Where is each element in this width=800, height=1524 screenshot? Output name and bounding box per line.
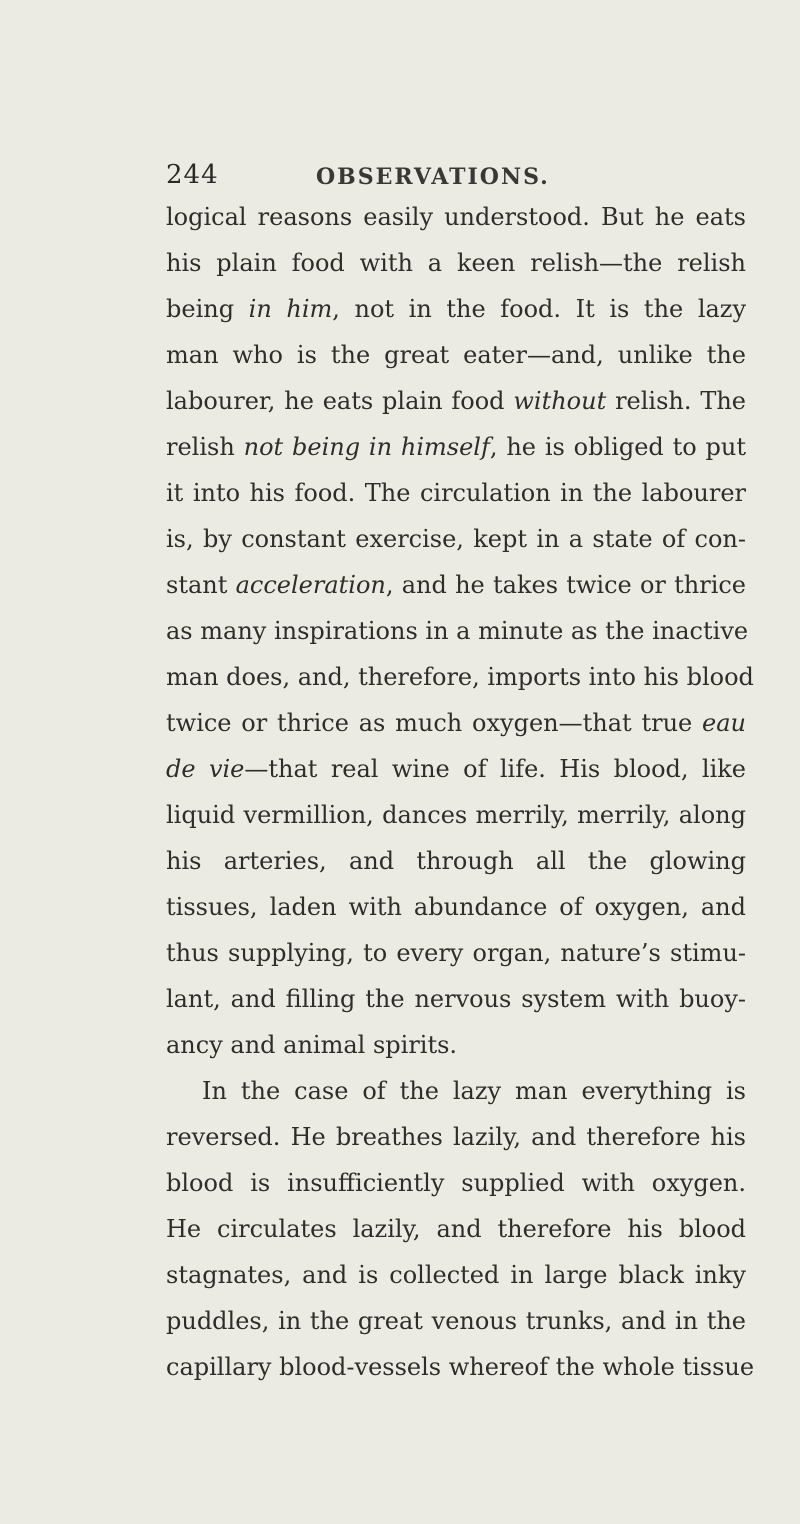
- page-header: [166, 160, 726, 194]
- italic-text: de vie: [166, 755, 245, 783]
- text-line: [166, 654, 754, 700]
- text-segment: tissues, laden with abundance of oxygen, and: [166, 893, 746, 921]
- text-line: [166, 1298, 746, 1344]
- text-segment: puddles, in the great venous trunks, and in the: [166, 1307, 746, 1335]
- text-segment: He circulates lazily, and therefore his blood: [166, 1215, 746, 1243]
- text-segment: labourer, he eats plain food: [166, 387, 514, 415]
- text-segment: his plain food with a keen relish—the relish: [166, 249, 746, 277]
- text-line: [166, 516, 746, 562]
- text-segment: lant, and filling the nervous system with buoy-: [166, 985, 746, 1013]
- text-line: [166, 976, 746, 1022]
- text-line: [166, 1206, 746, 1252]
- text-line: [166, 240, 746, 286]
- text-line: [166, 884, 746, 930]
- text-segment: —that real wine of life. His blood, like: [244, 755, 746, 783]
- text-segment: logical reasons easily understood. But he eats: [166, 203, 746, 231]
- text-segment: man who is the great eater—and, unlike the: [166, 341, 746, 369]
- text-line: [166, 838, 746, 884]
- text-segment: stant: [166, 571, 236, 599]
- text-line: [166, 562, 746, 608]
- text-segment: liquid vermillion, dances merrily, merrily, along: [166, 801, 746, 829]
- text-segment: stagnates, and is collected in large black inky: [166, 1261, 746, 1289]
- text-segment: man does, and, therefore, imports into his blood: [166, 663, 754, 691]
- text-segment: is, by constant exercise, kept in a state of con-: [166, 525, 746, 553]
- text-line: [166, 470, 746, 516]
- running-head: OBSERVATIONS.: [316, 164, 550, 190]
- text-line: [166, 700, 746, 746]
- text-segment: blood is insufficiently supplied with oxygen.: [166, 1169, 746, 1197]
- text-line: [166, 746, 746, 792]
- text-line: [166, 1022, 746, 1068]
- text-line: [166, 1114, 746, 1160]
- text-segment: ancy and animal spirits.: [166, 1031, 458, 1059]
- body-text: [166, 194, 755, 1390]
- text-line: [166, 1252, 746, 1298]
- text-segment: his arteries, and through all the glowing: [166, 847, 746, 875]
- text-segment: capillary blood-vessels whereof the whole tissue: [166, 1353, 755, 1381]
- italic-text: in him: [248, 295, 333, 323]
- text-segment: twice or thrice as much oxygen—that true: [166, 709, 703, 737]
- page-number: 244: [166, 160, 219, 190]
- italic-text: without: [513, 387, 607, 415]
- text-line: [166, 1344, 755, 1390]
- text-line: [166, 378, 746, 424]
- italic-text: not being in himself: [243, 433, 490, 461]
- text-line: [166, 332, 746, 378]
- italic-text: acceleration: [235, 571, 386, 599]
- text-line: [166, 194, 746, 240]
- text-segment: , not in the food. It is the lazy: [332, 295, 746, 323]
- text-segment: reversed. He breathes lazily, and therefore his: [166, 1123, 746, 1151]
- italic-text: eau: [702, 709, 746, 737]
- text-segment: , he is obliged to put: [489, 433, 746, 461]
- text-segment: relish. The: [606, 387, 747, 415]
- text-segment: being: [166, 295, 249, 323]
- text-line: [166, 1068, 746, 1114]
- text-segment: relish: [166, 433, 244, 461]
- text-segment: it into his food. The circulation in the labourer: [166, 479, 746, 507]
- text-segment: , and he takes twice or thrice: [385, 571, 747, 599]
- text-line: [166, 286, 746, 332]
- text-line: [166, 1160, 746, 1206]
- text-line: [166, 608, 749, 654]
- text-segment: In the case of the lazy man everything is: [202, 1077, 746, 1105]
- text-line: [166, 930, 746, 976]
- text-line: [166, 424, 746, 470]
- text-line: [166, 792, 746, 838]
- text-segment: thus supplying, to every organ, nature’s stimu-: [166, 939, 746, 967]
- text-segment: as many inspirations in a minute as the inactive: [166, 617, 749, 645]
